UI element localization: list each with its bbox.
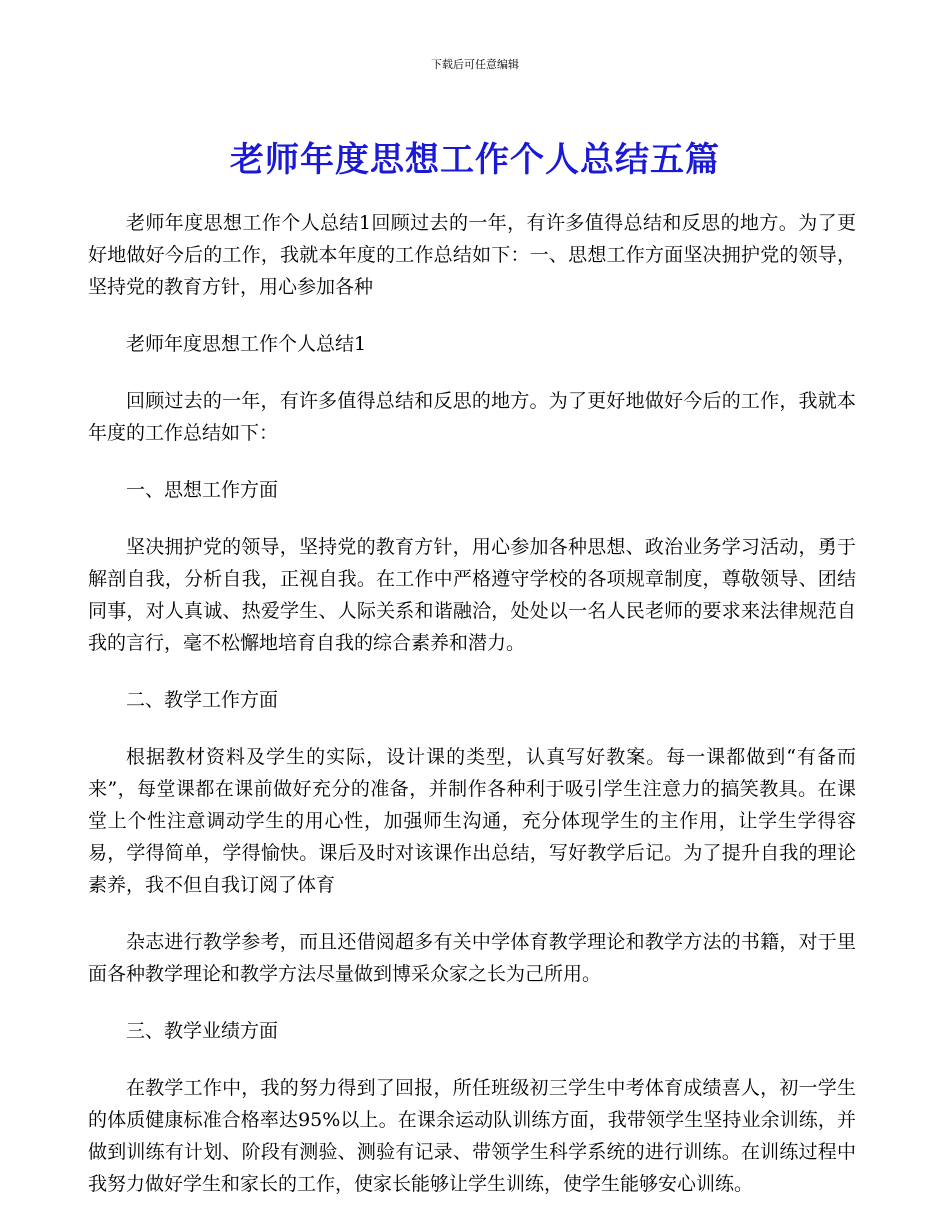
teaching-paragraph: 根据教材资料及学生的实际，设计课的类型，认真写好教案。每一课都做到“有备而来”，每堂课都在课前做好充分的准备，并制作各种利于吸引学生注意力的搞笑教具。在课堂上个性注意调动学生的用心性，加强师生沟通，充分体现学生的主作用，让学生学得容易，学得简单，学得愉快。课后及时对该课作出总结，写好教学后记。为了提升自我的理论素养，我不但自我订阅了体育 (88, 746, 856, 896)
thought-paragraph: 坚决拥护党的领导，坚持党的教育方针，用心参加各种思想、政治业务学习活动，勇于解剖自我，分析自我，正视自我。在工作中严格遵守学校的各项规章制度，尊敬领导、团结同事，对人真诚、热爱学生、人际关系和谐融洽，处处以一名人民老师的要求来法律规范自我的言行，毫不松懈地培育自我的综合素养和潜力。 (88, 536, 856, 654)
achievement-paragraph: 在教学工作中，我的努力得到了回报，所任班级初三学生中考体育成绩喜人，初一学生的体质健康标准合格率达95%以上。在课余运动队训练方面，我带领学生坚持业余训练，并做到训练有计划、阶段有测验、测验有记录、带领学生科学系统的进行训练。在训练过程中我努力做好学生和家长的工作，使家长能够让学生训练，使学生能够安心训练。 (88, 1077, 856, 1195)
document-title: 老师年度思想工作个人总结五篇 (230, 140, 720, 180)
document-body (88, 207, 856, 1225)
section-subtitle: 老师年度思想工作个人总结1 (126, 333, 367, 355)
summary-paragraph: 老师年度思想工作个人总结1回顾过去的一年，有许多值得总结和反思的地方。为了更好地做好今后的工作，我就本年度的工作总结如下：一、思想工作方面坚决拥护党的领导，坚持党的教育方针，用心参加各种 (88, 212, 856, 298)
teaching-paragraph-continued: 杂志进行教学参考，而且还借阅超多有关中学体育教学理论和教学方法的书籍，对于里面各种教学理论和教学方法尽量做到博采众家之长为己所用。 (88, 931, 856, 985)
section-heading-achievement: 三、教学业绩方面 (126, 1020, 279, 1042)
section-heading-teaching: 二、教学工作方面 (126, 689, 279, 711)
header-note: 下载后可任意编辑 (431, 58, 519, 71)
intro-paragraph: 回顾过去的一年，有许多值得总结和反思的地方。为了更好地做好今后的工作，我就本年度的工作总结如下： (88, 390, 856, 444)
section-heading-thought: 一、思想工作方面 (126, 479, 279, 501)
